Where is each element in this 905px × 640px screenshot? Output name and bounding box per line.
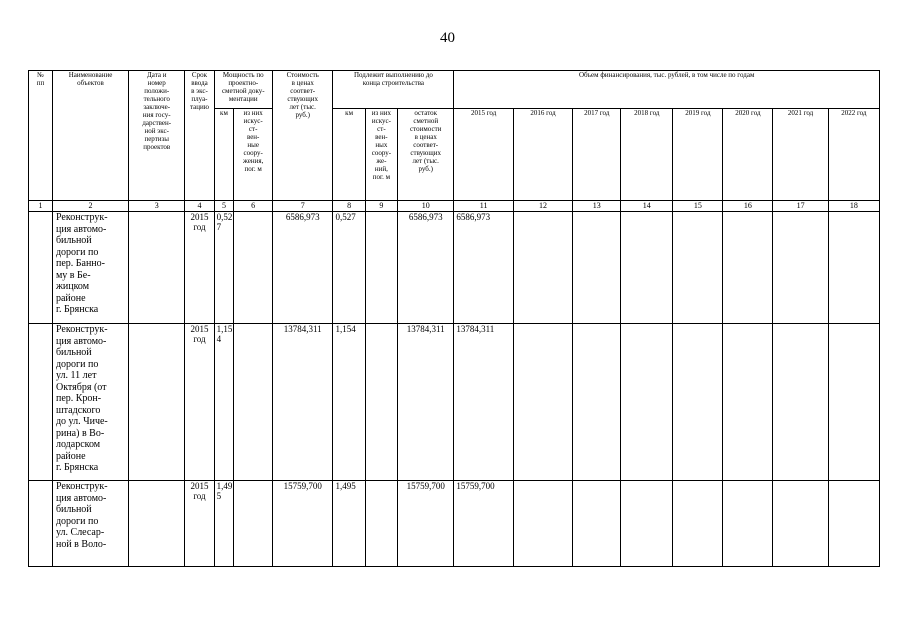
financing-2021-cell (773, 481, 828, 567)
year-2017: 2017 год (573, 109, 621, 201)
column-number: 8 (333, 201, 365, 212)
row-number (29, 324, 53, 481)
year-2022: 2022 год (828, 109, 879, 201)
row-number (29, 212, 53, 324)
remaining-km-cell: 1,495 (333, 481, 365, 567)
km-cell: 1,49 5 (214, 481, 234, 567)
column-number: 18 (828, 201, 879, 212)
financing-2018-cell (621, 481, 673, 567)
header-row (29, 71, 880, 109)
financing-2021-cell (773, 324, 828, 481)
column-number: 16 (723, 201, 773, 212)
column-number: 7 (272, 201, 332, 212)
column-number: 5 (214, 201, 234, 212)
term-cell: 2015 год (185, 481, 214, 567)
subheader-km-remaining: км (333, 109, 365, 201)
financing-2018-cell (621, 324, 673, 481)
km-cell: 0,52 7 (214, 212, 234, 324)
expertise-cell (129, 212, 185, 324)
header-expertise: Дата и номер положи- тельного заключе- ния госу- дарствен- ной экс- пертизы проектов (129, 71, 185, 201)
balance-cell: 6586,973 (398, 212, 454, 324)
column-number: 17 (773, 201, 828, 212)
column-number: 11 (454, 201, 513, 212)
header-number: № пп (29, 71, 53, 201)
financing-2015-cell: 13784,311 (454, 324, 513, 481)
financing-table (28, 70, 880, 567)
table-row (29, 324, 880, 481)
header-term: Срок ввода в экс- плуа- тацию (185, 71, 214, 201)
year-2016: 2016 год (513, 109, 572, 201)
table-row (29, 481, 880, 567)
financing-2016-cell (513, 481, 572, 567)
column-number: 12 (513, 201, 572, 212)
remaining-artificial-cell (365, 324, 397, 481)
subheader-km: км (214, 109, 234, 201)
page-number: 40 (440, 30, 455, 46)
subheader-balance: остаток сметной стоимости в ценах соответ- ствующих лет (тыс. руб.) (398, 109, 454, 201)
column-number: 3 (129, 201, 185, 212)
year-2020: 2020 год (723, 109, 773, 201)
remaining-km-cell: 0,527 (333, 212, 365, 324)
financing-2017-cell (573, 324, 621, 481)
financing-2019-cell (673, 481, 723, 567)
subheader-artificial-remaining: из них искус- ст- вен- ных соору- же- ний, пог. м (365, 109, 397, 201)
cost-cell: 13784,311 (272, 324, 332, 481)
column-number: 1 (29, 201, 53, 212)
column-number: 15 (673, 201, 723, 212)
year-2018: 2018 год (621, 109, 673, 201)
financing-2022-cell (828, 481, 879, 567)
column-number: 2 (52, 201, 128, 212)
object-name: Реконструк- ция автомо- бильной дороги по пер. Банно- му в Бе- жицком районе г. Брянска (52, 212, 128, 324)
column-number: 9 (365, 201, 397, 212)
balance-cell: 13784,311 (398, 324, 454, 481)
financing-2019-cell (673, 324, 723, 481)
subheader-artificial: из них искус- ст- вен- ные соору- жения, пог. м (234, 109, 273, 201)
year-2019: 2019 год (673, 109, 723, 201)
financing-2022-cell (828, 324, 879, 481)
cost-cell: 15759,700 (272, 481, 332, 567)
header-remaining: Подлежит выполнению до конца строительства (333, 71, 454, 109)
financing-2015-cell: 6586,973 (454, 212, 513, 324)
artificial-cell (234, 481, 273, 567)
financing-2019-cell (673, 212, 723, 324)
remaining-artificial-cell (365, 212, 397, 324)
financing-2016-cell (513, 212, 572, 324)
balance-cell: 15759,700 (398, 481, 454, 567)
header-cost: Стоимость в ценах соответ- ствующих лет (тыс. руб.) (272, 71, 332, 201)
object-name: Реконструк- ция автомо- бильной дороги по ул. 11 лет Октября (от пер. Крон- штадского до ул. Чиче- рина) в Во- лодарском районе г. Брянска (52, 324, 128, 481)
header-name: Наименование объектов (52, 71, 128, 201)
remaining-km-cell: 1,154 (333, 324, 365, 481)
artificial-cell (234, 324, 273, 481)
artificial-cell (234, 212, 273, 324)
term-cell: 2015 год (185, 324, 214, 481)
financing-2015-cell: 15759,700 (454, 481, 513, 567)
financing-2020-cell (723, 481, 773, 567)
table-row (29, 212, 880, 324)
financing-2021-cell (773, 212, 828, 324)
km-cell: 1,15 4 (214, 324, 234, 481)
column-number: 6 (234, 201, 273, 212)
row-number (29, 481, 53, 567)
expertise-cell (129, 481, 185, 567)
financing-2020-cell (723, 324, 773, 481)
financing-2017-cell (573, 481, 621, 567)
year-2021: 2021 год (773, 109, 828, 201)
column-number: 4 (185, 201, 214, 212)
financing-2016-cell (513, 324, 572, 481)
header-capacity: Мощность по проектно- сметной доку- ментации (214, 71, 272, 109)
financing-2020-cell (723, 212, 773, 324)
object-name: Реконструк- ция автомо- бильной дороги по ул. Слесар- ной в Воло- (52, 481, 128, 567)
header-financing: Объем финансирования, тыс. рублей, в том числе по годам (454, 71, 880, 109)
cost-cell: 6586,973 (272, 212, 332, 324)
financing-2017-cell (573, 212, 621, 324)
expertise-cell (129, 324, 185, 481)
term-cell: 2015 год (185, 212, 214, 324)
financing-2022-cell (828, 212, 879, 324)
column-number: 10 (398, 201, 454, 212)
financing-2018-cell (621, 212, 673, 324)
column-number: 14 (621, 201, 673, 212)
remaining-artificial-cell (365, 481, 397, 567)
column-number: 13 (573, 201, 621, 212)
year-2015: 2015 год (454, 109, 513, 201)
column-number-row (29, 201, 880, 212)
